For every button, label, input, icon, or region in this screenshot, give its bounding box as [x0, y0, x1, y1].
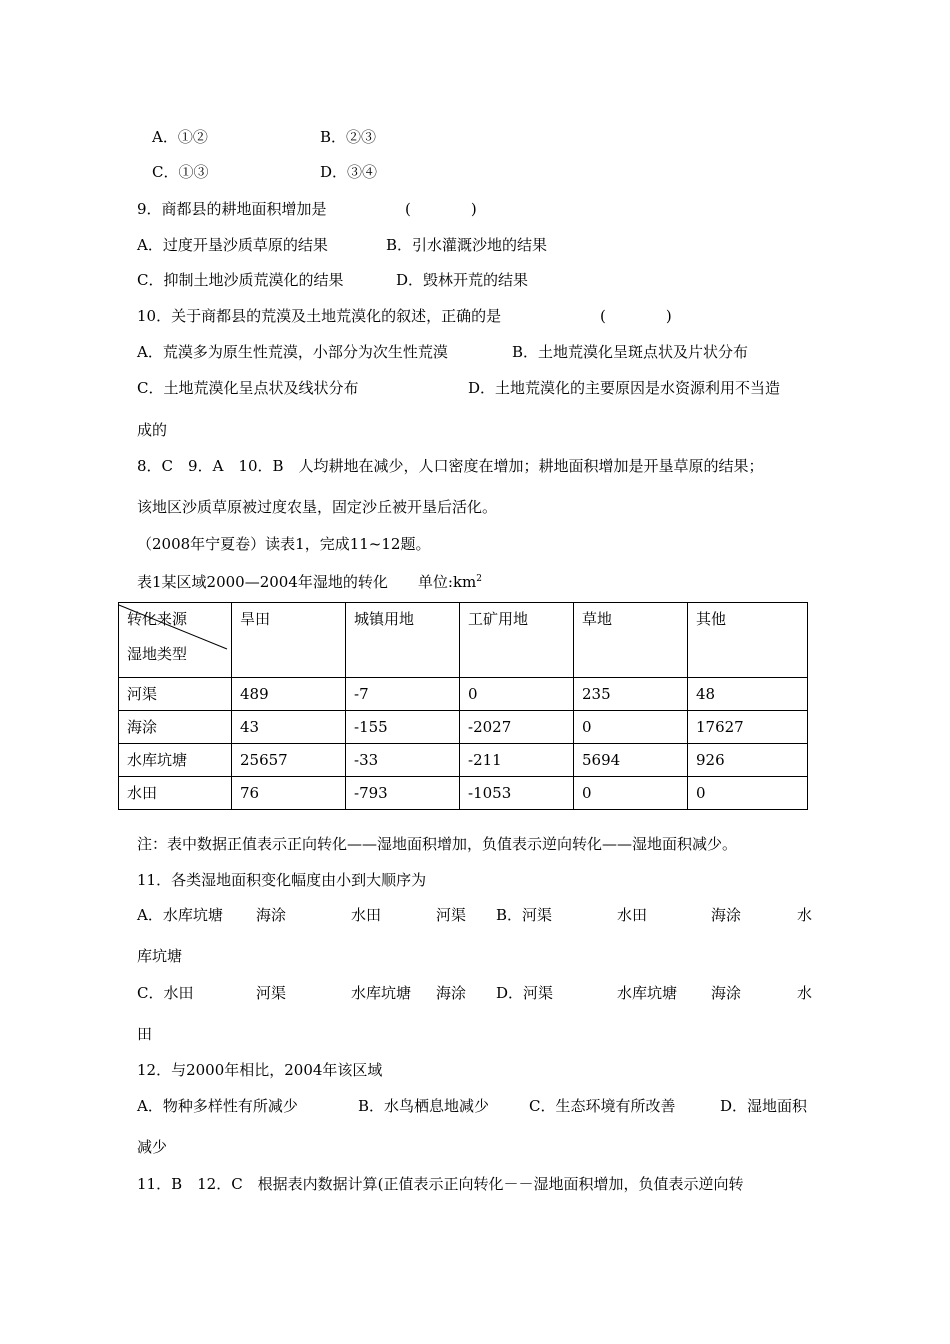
table-note: 注：表中数据正值表示正向转化——湿地面积增加，负值表示逆向转化——湿地面积减少。 — [137, 835, 738, 853]
table-header-row — [119, 603, 808, 678]
q11-a-2: 海涂 — [256, 906, 287, 924]
q12-option-b: B．水鸟栖息地减少 — [358, 1097, 490, 1115]
q11-c-2: 河渠 — [256, 984, 287, 1002]
answer-8-10-line1: 8．C 9．A 10．B 人均耕地在减少，人口密度在增加；耕地面积增加是开垦草原的结果； — [137, 457, 764, 475]
q11-a-3: 水田 — [351, 906, 382, 924]
q11-c-1: C．水田 — [137, 984, 194, 1002]
table-row — [119, 678, 808, 711]
column-header: 其他 — [688, 603, 808, 678]
q8-option-d: D．③④ — [320, 163, 378, 181]
q10-option-b: B．土地荒漠化呈斑点状及片状分布 — [512, 343, 749, 361]
q12-option-c: C．生态环境有所改善 — [529, 1097, 676, 1115]
q11-stem: 11．各类湿地面积变化幅度由小到大顺序为 — [137, 871, 427, 889]
table-cell: 0 — [688, 777, 808, 810]
column-header: 旱田 — [232, 603, 346, 678]
table-cell: 926 — [688, 744, 808, 777]
q11-d-3: 海涂 — [711, 984, 742, 1002]
q9-paren: ( ) — [405, 200, 477, 218]
table-cell: -7 — [346, 678, 460, 711]
q9-option-c: C．抑制土地沙质荒漠化的结果 — [137, 271, 344, 289]
table-cell: 76 — [232, 777, 346, 810]
answer-11-12: 11．B 12．C 根据表内数据计算(正值表示正向转化－－湿地面积增加，负值表示逆向转 — [137, 1175, 744, 1193]
q8-option-c: C．①③ — [152, 163, 209, 181]
q12-option-d-continued: 减少 — [137, 1138, 168, 1156]
column-header: 城镇用地 — [346, 603, 460, 678]
q11-d-1: D．河渠 — [496, 984, 554, 1002]
q9-option-b: B．引水灌溉沙地的结果 — [386, 236, 548, 254]
wetland-conversion-table — [118, 602, 808, 810]
q10-option-c: C．土地荒漠化呈点状及线状分布 — [137, 379, 359, 397]
table-cell: -793 — [346, 777, 460, 810]
q12-stem: 12．与2000年相比，2004年该区域 — [137, 1061, 383, 1079]
q11-a-4: 河渠 — [436, 906, 467, 924]
q12-option-a: A．物种多样性有所减少 — [137, 1097, 298, 1115]
q11-d-2: 水库坑塘 — [617, 984, 678, 1002]
row-label: 河渠 — [119, 678, 232, 711]
corner-label-source: 转化来源 — [127, 610, 188, 628]
q8-option-a: A．①② — [152, 128, 208, 146]
q10-option-d-continued: 成的 — [137, 421, 168, 439]
row-label: 水库坑塘 — [119, 744, 232, 777]
table-row — [119, 744, 808, 777]
q9-option-d: D．毁林开荒的结果 — [396, 271, 529, 289]
table-cell: 48 — [688, 678, 808, 711]
answer-8-10-line2: 该地区沙质草原被过度农垦，固定沙丘被开垦后活化。 — [137, 498, 498, 516]
q8-option-b: B．②③ — [320, 128, 377, 146]
q10-stem: 10．关于商都县的荒漠及土地荒漠化的叙述，正确的是 — [137, 307, 502, 325]
table-cell: -33 — [346, 744, 460, 777]
q11-option-d-continued: 田 — [137, 1025, 153, 1043]
table-cell: 489 — [232, 678, 346, 711]
row-label: 水田 — [119, 777, 232, 810]
q11-c-4: 海涂 — [436, 984, 467, 1002]
table-cell: 25657 — [232, 744, 346, 777]
q9-option-a: A．过度开垦沙质草原的结果 — [137, 236, 328, 254]
table-corner-cell — [119, 603, 232, 678]
q11-options-cd — [0, 983, 950, 1003]
q10-option-d: D．土地荒漠化的主要原因是水资源利用不当造 — [468, 379, 781, 397]
table-cell: 17627 — [688, 711, 808, 744]
q10-paren: ( ) — [600, 307, 672, 325]
q11-b-3: 海涂 — [711, 906, 742, 924]
table-intro: （2008年宁夏卷）读表1，完成11~12题。 — [137, 535, 431, 553]
row-label: 海涂 — [119, 711, 232, 744]
q11-b-2: 水田 — [617, 906, 648, 924]
table-row — [119, 777, 808, 810]
table-cell: 0 — [574, 711, 688, 744]
q11-a-1: A．水库坑塘 — [137, 906, 223, 924]
q11-d-4: 水 — [797, 984, 813, 1002]
table-row — [119, 711, 808, 744]
column-header: 工矿用地 — [460, 603, 574, 678]
table-cell: -211 — [460, 744, 574, 777]
table-cell: 43 — [232, 711, 346, 744]
table-cell: 0 — [574, 777, 688, 810]
table-cell: 5694 — [574, 744, 688, 777]
q11-option-b-continued: 库坑塘 — [137, 947, 183, 965]
q11-options-ab — [0, 905, 950, 925]
table-cell: -2027 — [460, 711, 574, 744]
q11-b-4: 水 — [797, 906, 813, 924]
q10-option-a: A．荒漠多为原生性荒漠，小部分为次生性荒漠 — [137, 343, 448, 361]
q12-option-d: D．湿地面积 — [720, 1097, 808, 1115]
table-cell: -155 — [346, 711, 460, 744]
column-header: 草地 — [574, 603, 688, 678]
table-cell: 0 — [460, 678, 574, 711]
q11-b-1: B．河渠 — [496, 906, 553, 924]
q9-stem: 9．商都县的耕地面积增加是 — [137, 200, 327, 218]
corner-label-type: 湿地类型 — [127, 645, 188, 663]
table-caption: 表1某区域2000—2004年湿地的转化 单位$:km^2$ — [137, 573, 482, 591]
table-cell: -1053 — [460, 777, 574, 810]
table-cell: 235 — [574, 678, 688, 711]
q11-c-3: 水库坑塘 — [351, 984, 412, 1002]
